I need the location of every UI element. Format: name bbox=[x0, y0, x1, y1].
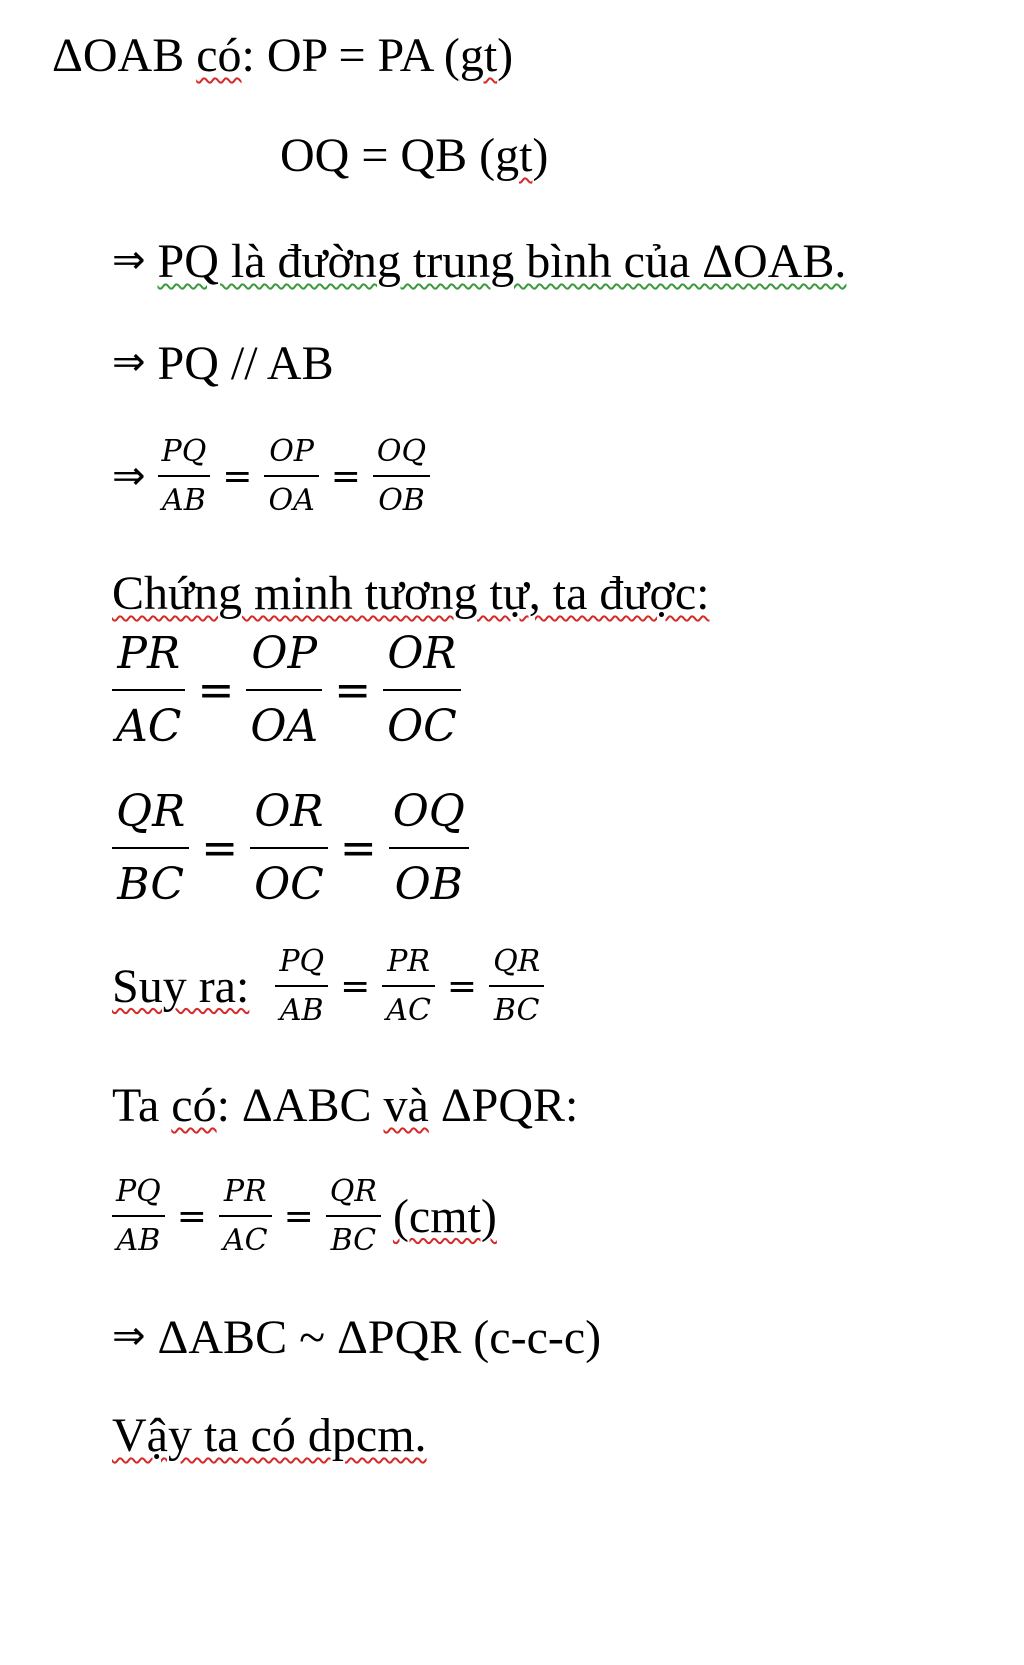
equals-sign: = bbox=[340, 965, 371, 1007]
denominator: OC bbox=[387, 701, 457, 752]
denominator: OA bbox=[250, 701, 319, 752]
text-segment: OQ = QB ( bbox=[280, 129, 496, 182]
implies-arrow-icon: ⇒ bbox=[112, 453, 146, 499]
numerator: QR bbox=[116, 786, 186, 837]
numerator: OP bbox=[269, 434, 314, 469]
equation-conclusion bbox=[112, 944, 544, 1028]
denominator: AC bbox=[222, 1223, 268, 1258]
equation-ratio-oac bbox=[112, 628, 461, 752]
denominator: OB bbox=[378, 483, 425, 518]
equals-sign: = bbox=[222, 455, 253, 497]
fraction bbox=[112, 1174, 165, 1258]
fraction bbox=[219, 1174, 272, 1258]
numerator: PQ bbox=[161, 434, 207, 469]
line-triangle-oab bbox=[52, 29, 514, 82]
equals-sign: = bbox=[330, 455, 361, 497]
spellcheck-word: có bbox=[196, 29, 242, 82]
text-segment: PQ là đường trung bình của ΔOAB. bbox=[157, 235, 847, 288]
denominator: BC bbox=[117, 859, 185, 910]
denominator: AB bbox=[116, 1223, 161, 1258]
numerator: PQ bbox=[279, 944, 325, 979]
spellcheck-word: có bbox=[171, 1079, 217, 1132]
numerator: PR bbox=[223, 1174, 267, 1209]
numerator: PR bbox=[387, 944, 430, 979]
fraction bbox=[246, 628, 322, 752]
numerator: OR bbox=[254, 786, 324, 837]
numerator: OR bbox=[387, 628, 457, 679]
implies-arrow-icon: ⇒ bbox=[112, 339, 146, 385]
text-segment: Vậy ta có dpcm. bbox=[112, 1409, 427, 1462]
equals-sign: = bbox=[197, 664, 235, 716]
equation-cmt bbox=[112, 1174, 497, 1258]
fraction bbox=[373, 434, 430, 518]
text-segment: : ΔABC bbox=[216, 1079, 384, 1132]
equals-sign: = bbox=[334, 664, 372, 716]
fraction bbox=[382, 944, 435, 1028]
denominator: OB bbox=[394, 859, 463, 910]
fraction bbox=[158, 434, 211, 518]
line-triangles bbox=[112, 1079, 579, 1132]
denominator: AC bbox=[386, 993, 431, 1028]
implies-arrow-icon: ⇒ bbox=[112, 1313, 146, 1359]
text-segment: PQ // AB bbox=[157, 337, 334, 390]
text-segment: ) bbox=[532, 129, 549, 182]
equation-ratio-oab bbox=[112, 434, 430, 518]
denominator: BC bbox=[493, 993, 540, 1028]
equals-sign: = bbox=[446, 965, 478, 1007]
numerator: PR bbox=[117, 628, 181, 679]
suy-ra-label: Suy ra: bbox=[112, 959, 250, 1013]
numerator: QR bbox=[329, 1174, 377, 1209]
equals-sign: = bbox=[339, 822, 377, 874]
fraction bbox=[275, 944, 328, 1028]
line-similar-proof bbox=[112, 567, 710, 620]
equals-sign: = bbox=[201, 822, 239, 874]
equals-sign: = bbox=[176, 1195, 207, 1237]
denominator: OA bbox=[268, 483, 315, 518]
fraction bbox=[250, 786, 328, 910]
text-segment: ΔOAB bbox=[52, 29, 197, 82]
denominator: BC bbox=[330, 1223, 377, 1258]
line-oq-qb bbox=[280, 129, 549, 182]
cmt-note: (cmt) bbox=[392, 1189, 497, 1243]
text-segment: ) bbox=[497, 29, 514, 82]
fraction bbox=[112, 786, 189, 910]
numerator: OP bbox=[251, 628, 318, 679]
numerator: QR bbox=[493, 944, 541, 979]
line-parallel bbox=[112, 337, 334, 390]
denominator: AC bbox=[116, 701, 182, 752]
text-segment: Ta bbox=[112, 1079, 172, 1132]
spellcheck-word: gt bbox=[495, 129, 533, 182]
line-midline bbox=[112, 235, 847, 288]
numerator: OQ bbox=[392, 786, 465, 837]
text-segment: : OP = PA ( bbox=[241, 29, 460, 82]
equals-sign: = bbox=[283, 1195, 314, 1237]
line-similarity bbox=[112, 1311, 602, 1364]
numerator: OQ bbox=[376, 434, 427, 469]
line-qed bbox=[112, 1409, 427, 1462]
text-segment: ΔPQR: bbox=[428, 1079, 579, 1132]
denominator: OC bbox=[254, 859, 324, 910]
fraction bbox=[389, 786, 469, 910]
fraction bbox=[489, 944, 544, 1028]
text-segment: Chứng minh tương tự, ta được: bbox=[112, 567, 710, 620]
fraction bbox=[326, 1174, 381, 1258]
fraction bbox=[383, 628, 461, 752]
denominator: AB bbox=[162, 483, 206, 518]
implies-arrow-icon: ⇒ bbox=[112, 237, 146, 283]
equation-ratio-obc bbox=[112, 786, 469, 910]
fraction bbox=[112, 628, 185, 752]
text-segment: ΔABC ~ ΔPQR (c-c-c) bbox=[157, 1311, 602, 1364]
spellcheck-word: và bbox=[383, 1079, 429, 1132]
spellcheck-word: gt bbox=[459, 29, 498, 82]
denominator: AB bbox=[279, 993, 324, 1028]
fraction bbox=[264, 434, 318, 518]
numerator: PQ bbox=[116, 1174, 161, 1209]
